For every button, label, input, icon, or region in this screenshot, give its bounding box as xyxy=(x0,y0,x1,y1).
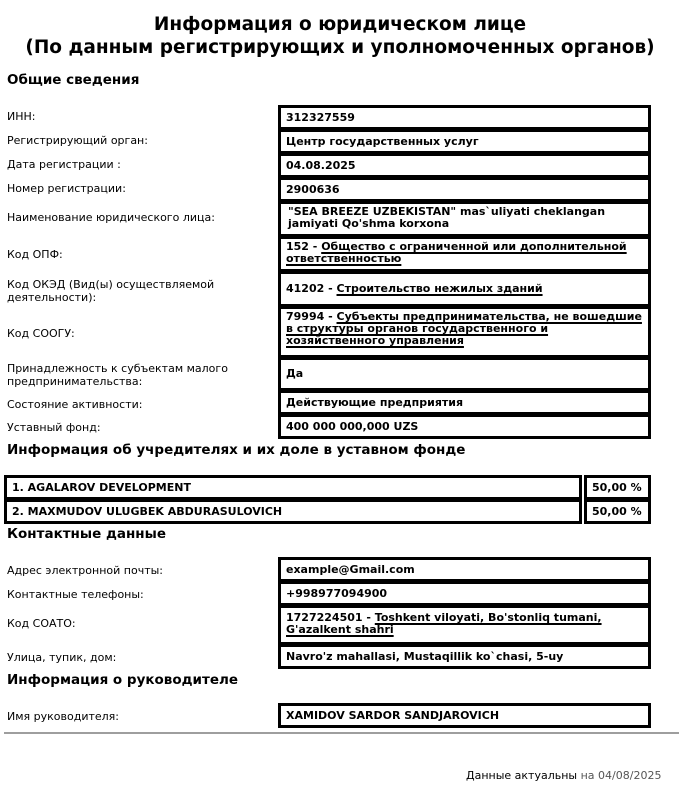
section-heading-general: Общие сведения xyxy=(7,72,140,88)
street-value: Navro'z mahallasi, Mustaqillik ko`chasi, 5-uy xyxy=(278,644,651,669)
okved-code-number: 41202 - xyxy=(286,282,333,295)
registration-date-label: Дата регистрации : xyxy=(7,158,121,171)
phone-label: Контактные телефоны: xyxy=(7,588,144,601)
founder-name-2: 2. MAXMUDOV ULUGBEK ABDURASULOVICH xyxy=(4,499,582,524)
registration-number-label: Номер регистрации: xyxy=(7,182,126,195)
section-heading-founders: Информация об учредителях и их доле в уставном фонде xyxy=(7,442,466,458)
charter-capital-label: Уставный фонд: xyxy=(7,421,101,434)
opf-code-label: Код ОПФ: xyxy=(7,248,63,261)
founder-share-2: 50,00 % xyxy=(584,499,651,524)
founder-share-1: 50,00 % xyxy=(584,475,651,500)
small-business-value: Да xyxy=(278,357,651,391)
activity-status-value: Действующие предприятия xyxy=(278,390,651,415)
charter-capital-value: 400 000 000,000 UZS xyxy=(278,414,651,439)
soogu-code-number: 79994 - xyxy=(286,310,333,323)
okved-code-label: Код ОКЭД (Вид(ы) осуществляемой деятельности): xyxy=(7,278,215,304)
opf-code-description: Общество с ограниченной или дополнительной ответственностью xyxy=(286,240,627,265)
legal-name-label: Наименование юридического лица: xyxy=(7,211,215,224)
registration-date-value: 04.08.2025 xyxy=(278,153,651,178)
bottom-divider xyxy=(4,732,679,734)
data-actuality-note xyxy=(466,769,661,782)
director-label: Имя руководителя: xyxy=(7,710,120,723)
founder-name-1: 1. AGALAROV DEVELOPMENT xyxy=(4,475,582,500)
soato-code-description: Toshkent viloyati, Bo'stonliq tumani, G'azalkent shahri xyxy=(286,611,602,636)
opf-code-number: 152 - xyxy=(286,240,318,253)
data-actuality-date: на 04/08/2025 xyxy=(580,769,662,782)
page-title: Информация о юридическом лице xyxy=(153,14,527,35)
section-heading-contacts: Контактные данные xyxy=(7,526,166,542)
soogu-code-description: Субъекты предпринимательства, не вошедшие в структуры органов государственного и хозяйственного управления xyxy=(286,310,642,347)
email-value: example@Gmail.com xyxy=(278,557,651,582)
soato-value xyxy=(278,605,651,645)
registering-authority-label: Регистрирующий орган: xyxy=(7,134,148,147)
page-subtitle: (По данным регистрирующих и уполномоченных органов) xyxy=(25,37,655,58)
okved-code-value xyxy=(278,271,651,307)
email-label: Адрес электронной почты: xyxy=(7,564,164,577)
section-heading-director: Информация о руководителе xyxy=(7,672,239,688)
soato-label: Код СОАТО: xyxy=(7,617,76,630)
activity-status-label: Состояние активности: xyxy=(7,398,143,411)
inn-label: ИНН: xyxy=(7,110,36,123)
phone-value: +998977094900 xyxy=(278,581,651,606)
data-actuality-prefix: Данные актуальны xyxy=(466,769,578,782)
street-label: Улица, тупик, дом: xyxy=(7,651,117,664)
soogu-code-label: Код СООГУ: xyxy=(7,327,75,340)
okved-code-description: Строительство нежилых зданий xyxy=(336,282,543,295)
small-business-label: Принадлежность к субъектам малого предпринимательства: xyxy=(7,362,228,388)
legal-name-value: "SEA BREEZE UZBEKISTAN" mas`uliyati cheklangan jamiyati Qo'shma korxona xyxy=(278,201,651,237)
inn-value: 312327559 xyxy=(278,105,651,130)
registration-number-value: 2900636 xyxy=(278,177,651,202)
registering-authority-value: Центр государственных услуг xyxy=(278,129,651,154)
opf-code-value xyxy=(278,236,651,272)
director-name-value: XAMIDOV SARDOR SANDJAROVICH xyxy=(278,703,651,728)
soato-code-number: 1727224501 - xyxy=(286,611,371,624)
soogu-code-value xyxy=(278,306,651,358)
